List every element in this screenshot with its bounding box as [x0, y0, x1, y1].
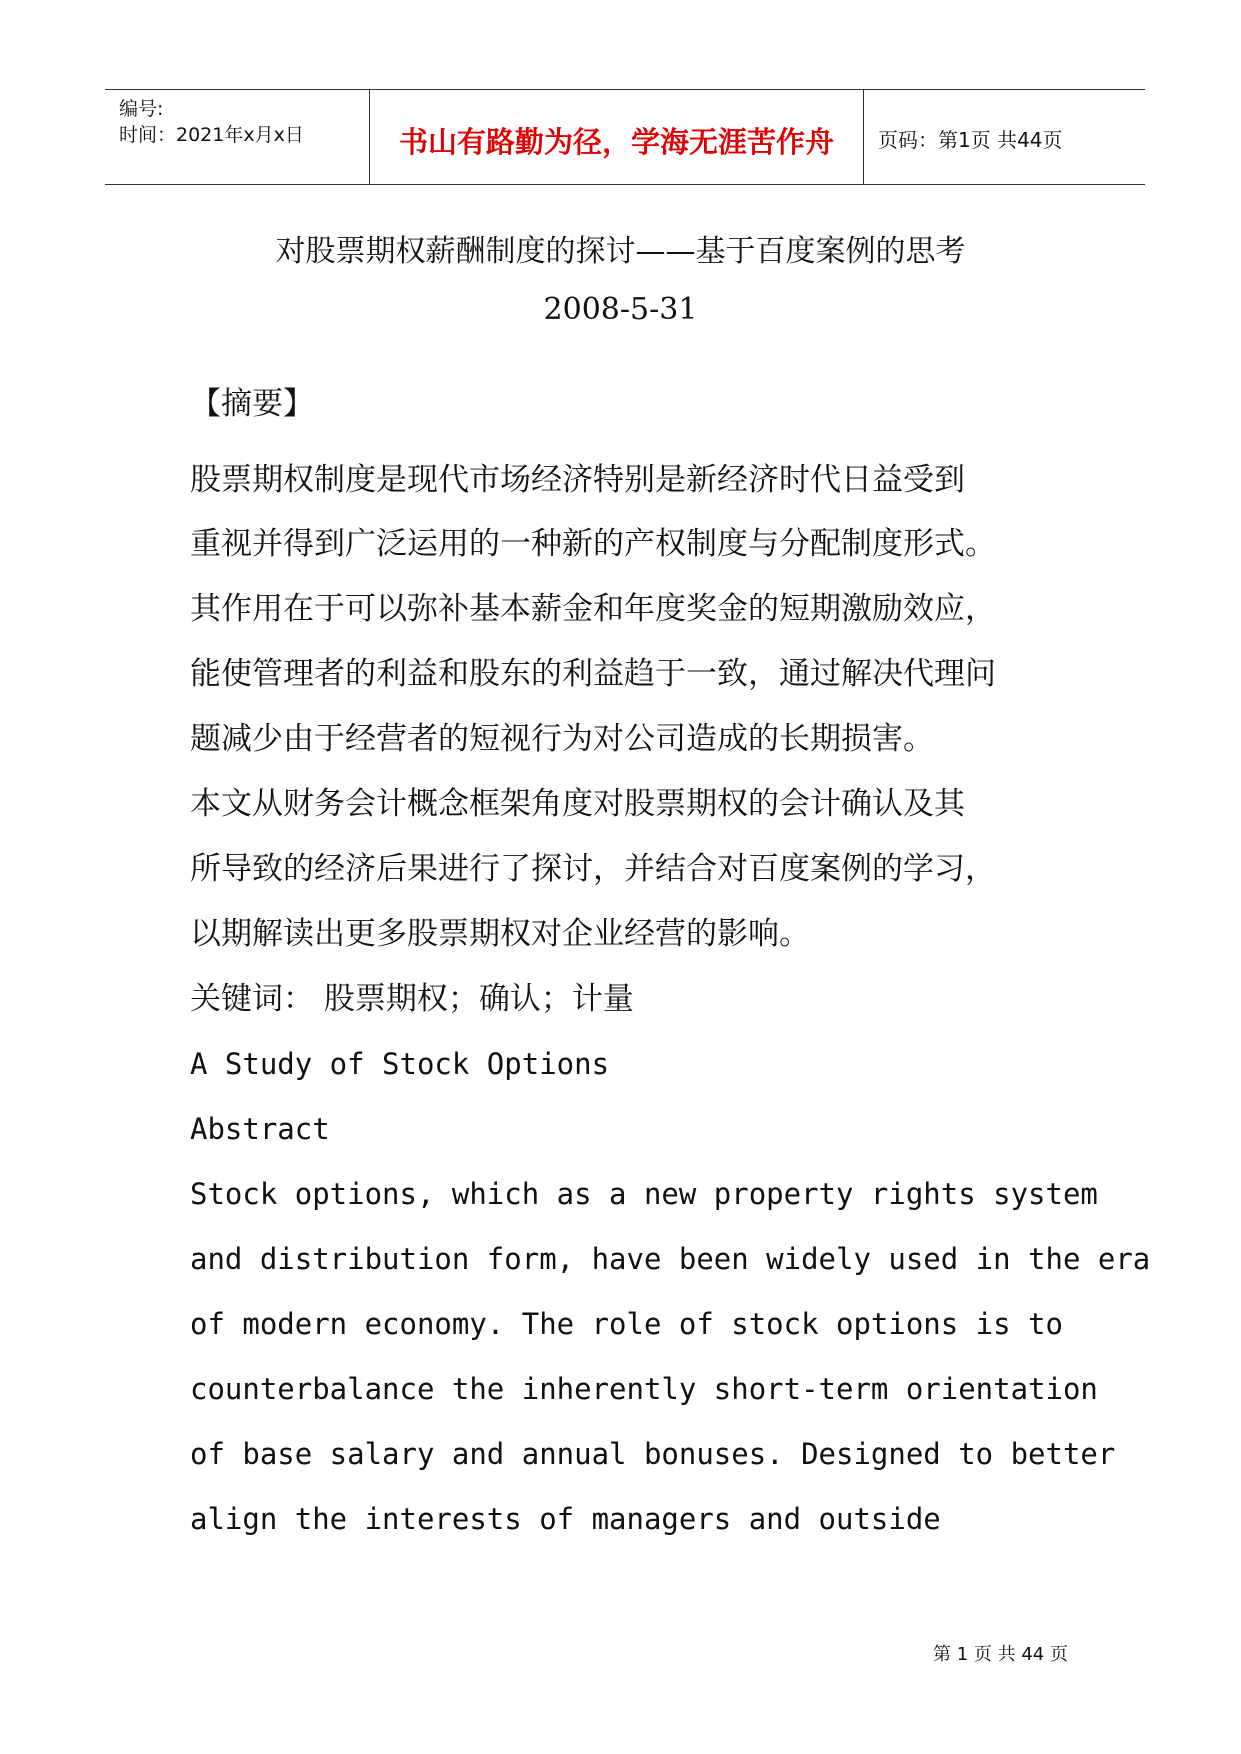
english-line-3: of modern economy. The role of stock options is to: [190, 1307, 1063, 1341]
document-header: [105, 89, 1145, 185]
english-line-6: align the interests of managers and outside: [190, 1502, 941, 1536]
english-line-4: counterbalance the inherently short-term orientation: [190, 1372, 1098, 1406]
keywords-line: 关键词： 股票期权；确认；计量: [190, 981, 634, 1017]
english-abstract-heading: Abstract: [190, 1112, 330, 1146]
english-line-5: of base salary and annual bonuses. Designed to better: [190, 1437, 1116, 1471]
english-line-2: and distribution form, have been widely used in the era: [190, 1242, 1151, 1276]
abstract-line-1: 股票期权制度是现代市场经济特别是新经济时代日益受到: [190, 462, 965, 498]
motto-text: 书山有路勤为径，学海无涯苦作舟: [398, 125, 834, 159]
english-title: A Study of Stock Options: [190, 1047, 610, 1081]
abstract-line-4: 能使管理者的利益和股东的利益趋于一致，通过解决代理问: [190, 656, 996, 692]
abstract-line-3: 其作用在于可以弥补基本薪金和年度奖金的短期激励效应，: [190, 591, 996, 627]
header-motto-cell: [370, 90, 864, 184]
abstract-line-8: 以期解读出更多股票期权对企业经营的影响。: [190, 916, 810, 952]
abstract-line-7: 所导致的经济后果进行了探讨，并结合对百度案例的学习，: [190, 851, 996, 887]
abstract-line-2: 重视并得到广泛运用的一种新的产权制度与分配制度形式。: [190, 526, 996, 562]
header-meta-cell: [105, 90, 370, 184]
document-title: 对股票期权薪酬制度的探讨——基于百度案例的思考: [275, 234, 966, 269]
footer-page-number: 第 1 页 共 44 页: [933, 1644, 1068, 1665]
header-page-info: 页码：第1页 共44页: [878, 128, 1063, 152]
abstract-heading: 【摘要】: [190, 386, 314, 422]
english-line-1: Stock options, which as a new property rights system: [190, 1177, 1098, 1211]
page-footer: [0, 1640, 1241, 1666]
header-page-cell: [864, 90, 1145, 184]
abstract-line-5: 题减少由于经营者的短视行为对公司造成的长期损害。: [190, 721, 934, 757]
time-label: 时间：2021年x月x日: [119, 124, 304, 146]
serial-number-label: 编号:: [119, 98, 164, 120]
abstract-line-6: 本文从财务会计概念框架角度对股票期权的会计确认及其: [190, 786, 965, 822]
document-date: 2008-5-31: [543, 292, 698, 327]
